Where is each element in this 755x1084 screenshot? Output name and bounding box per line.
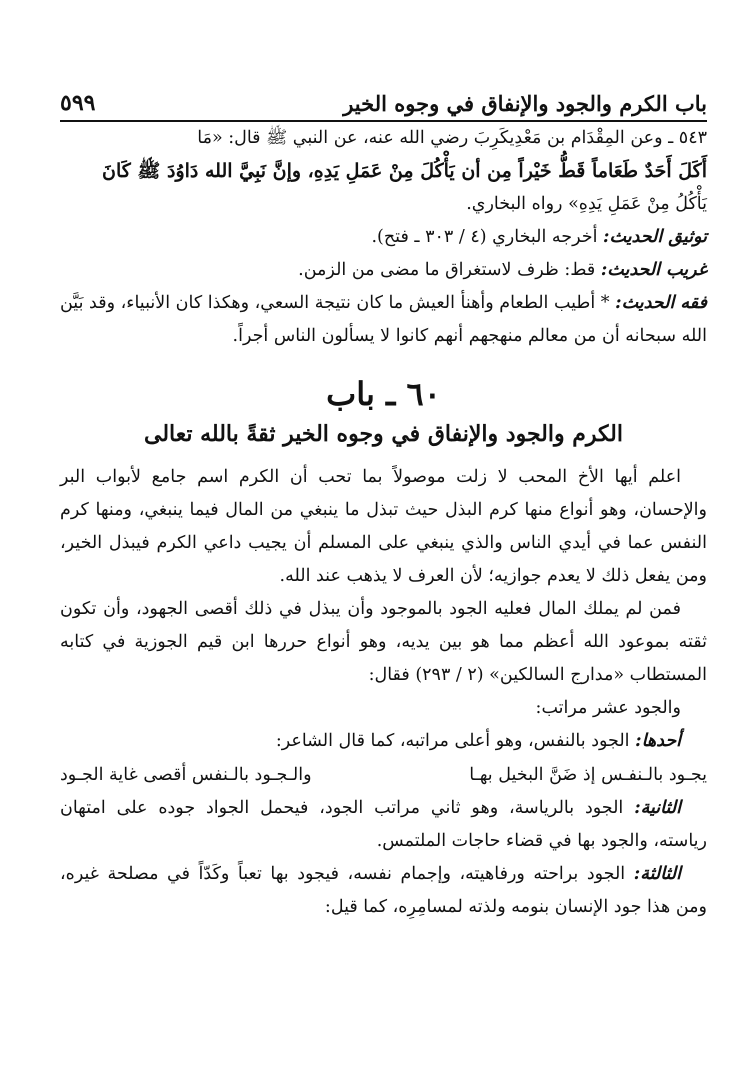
body-paragraph-1: اعلم أيها الأخ المحب لا زلت موصولاً بما تحب أن الكرم اسم جامع لأبواب البر والإحسان، وهو أنواع منها كرم البذل حيث تبذل ما ينبغي من المال فيما ينبغي، ومنها كرم النفس عما في أيدي الناس والذي ينبغي على المسلم أن يجيب داعي الكرم فيبذل الخير، ومن يفعل ذلك لا يعدم جوازيه؛ لأن العرف لا يذهب عند الله.: [60, 467, 707, 586]
page-number: ٥٩٩: [60, 90, 96, 116]
rank-second: [60, 792, 707, 858]
chapter-number: ٦٠ ـ باب: [326, 375, 441, 413]
rank-third-text: الجود براحته ورفاهيته، وإجمام نفسه، فيجود بها تعباً وكَدّاً في مصلحة غيره، ومن هذا جود الإنسان بنومه ولذته لمسامِرِه، كما قيل:: [60, 864, 707, 917]
rank-first: [60, 725, 707, 758]
rank-third-label: الثالثة:: [633, 864, 681, 884]
verse-second-hemistich: والـجـود بالـنفس أقصى غاية الجـود: [60, 765, 312, 785]
page-header: [60, 80, 707, 122]
verse-first-hemistich: يجـود بالـنفـس إذ ضَنَّ البخيل بهـا: [469, 765, 707, 785]
rank-third: [60, 858, 707, 924]
rank-second-label: الثانية:: [634, 798, 681, 818]
gharib-paragraph: [60, 254, 707, 287]
fiqh-label: فقه الحديث:: [615, 293, 707, 313]
poetry-verse: [60, 758, 707, 792]
fiqh-paragraph: [60, 287, 707, 353]
running-title: باب الكرم والجود والإنفاق في وجوه الخير: [343, 91, 707, 116]
chapter-title: الكرم والجود والإنفاق في وجوه الخير ثقةً بالله تعالى: [143, 421, 623, 447]
gharib-text: قط: ظرف لاستغراق ما مضى من الزمن.: [298, 260, 596, 280]
fiqh-text: * أطيب الطعام وأهنأ العيش ما كان نتيجة السعي، وهكذا كان الأنبياء، وقد بَيَّن الله سبحانه أن من معالم منهجهم أنهم كانوا لا يسألون الناس أجراً.: [59, 293, 707, 346]
hadith-line-1: ٥٤٣ ـ وعن المِقْدَام بن مَعْدِيكَرِبَ رضي الله عنه، عن النبي ﷺ قال: «مَا: [197, 128, 707, 148]
body-paragraph-3: والجود عشر مراتب:: [535, 698, 681, 718]
body-paragraph-2: فمن لم يملك المال فعليه الجود بالموجود وأن يبذل في ذلك أقصى الجهود، وأن تكون ثقته بموعود الله أعظم مما هو بين يديه، وهو أنواع حررها ابن قيم الجوزية في كتابه المستطاب «مدارج السالكين» (٢ / ٢٩٣) فقال:: [60, 599, 707, 685]
rank-first-label: أحدها:: [635, 731, 681, 751]
gharib-label: غريب الحديث:: [600, 260, 707, 280]
hadith-line-2: أَكَلَ أَحَدٌ طَعَاماً قَطُّ خَيْراً مِن أن يَأْكُلَ مِنْ عَمَلِ يَدِهِ، وإنَّ نَبِيَّ الله دَاوُدَ ﷺ كَانَ: [102, 160, 707, 182]
rank-second-text: الجود بالرياسة، وهو ثاني مراتب الجود، فيحمل الجواد جوده على امتهان رياسته، والجود بها في قضاء حاجات الملتمس.: [60, 798, 707, 851]
tawthiq-label: توثيق الحديث:: [603, 227, 707, 247]
page-content: [60, 122, 707, 924]
tawthiq-text: أخرجه البخاري (٤ / ٣٠٣ ـ فتح).: [371, 227, 598, 247]
tawthiq-paragraph: [60, 221, 707, 254]
hadith-line-3: يَأْكُلُ مِنْ عَمَلِ يَدِهِ» رواه البخاري.: [466, 194, 707, 214]
rank-first-text: الجود بالنفس، وهو أعلى مراتبه، كما قال الشاعر:: [275, 731, 630, 751]
